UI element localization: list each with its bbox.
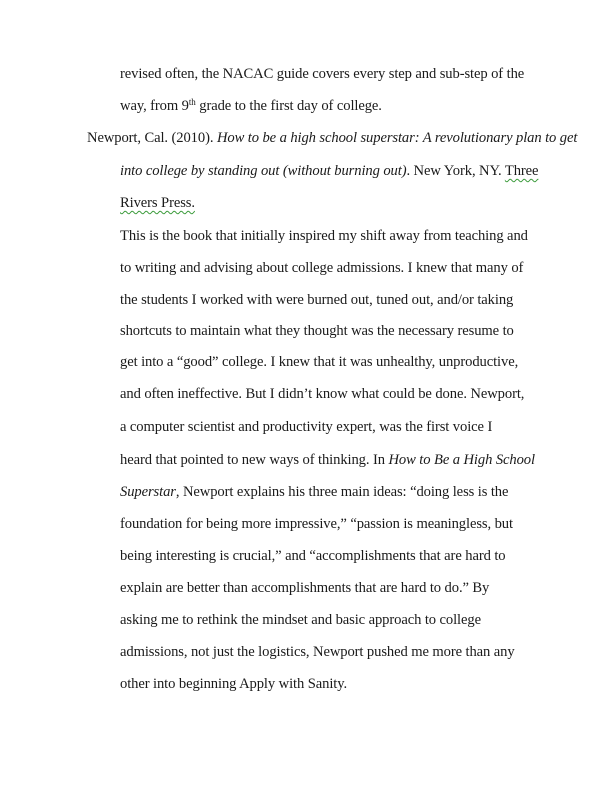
text-line: other into beginning Apply with Sanity. xyxy=(120,676,348,692)
text-line: explain are better than accomplishments that are hard to do.” By xyxy=(120,580,490,596)
text-line: revised often, the NACAC guide covers every step and sub-step of the xyxy=(120,66,525,82)
text-line: This is the book that initially inspired my shift away from teaching and xyxy=(120,228,528,244)
spelling-flag: Three xyxy=(504,163,539,179)
book-title: into college by standing out (without burning out) xyxy=(120,163,407,179)
text-line: a computer scientist and productivity expert, was the first voice I xyxy=(120,419,493,435)
superscript: th xyxy=(188,97,196,107)
spelling-flag: Rivers Press. xyxy=(120,195,195,211)
text-line: heard that pointed to new ways of thinking. In How to Be a High School xyxy=(120,452,535,468)
text-line: shortcuts to maintain what they thought was the necessary resume to xyxy=(120,323,514,339)
citation-line: into college by standing out (without burning out). New York, NY. Three xyxy=(120,163,539,179)
text-line: Superstar, Newport explains his three main ideas: “doing less is the xyxy=(120,484,509,500)
text-line: the students I worked with were burned out, tuned out, and/or taking xyxy=(120,292,514,308)
book-title: Superstar xyxy=(120,484,176,500)
text-line: admissions, not just the logistics, Newport pushed me more than any xyxy=(120,644,515,660)
text-line: asking me to rethink the mindset and basic approach to college xyxy=(120,612,481,628)
text-line: foundation for being more impressive,” “passion is meaningless, but xyxy=(120,516,513,532)
book-title: How to Be a High School xyxy=(388,452,535,468)
book-title: How to be a high school superstar: A revolutionary plan to get xyxy=(216,130,578,146)
text-line: way, from 9th grade to the first day of college. xyxy=(120,97,382,114)
text-line: to writing and advising about college admissions. I knew that many of xyxy=(120,260,524,276)
text-line: being interesting is crucial,” and “accomplishments that are hard to xyxy=(120,548,506,564)
citation-line xyxy=(120,194,195,212)
text-line: get into a “good” college. I knew that it was unhealthy, unproductive, xyxy=(120,354,519,370)
citation-line: Newport, Cal. (2010). How to be a high school superstar: A revolutionary plan to get xyxy=(87,130,578,146)
text-line: and often ineffective. But I didn’t know what could be done. Newport, xyxy=(120,386,525,402)
